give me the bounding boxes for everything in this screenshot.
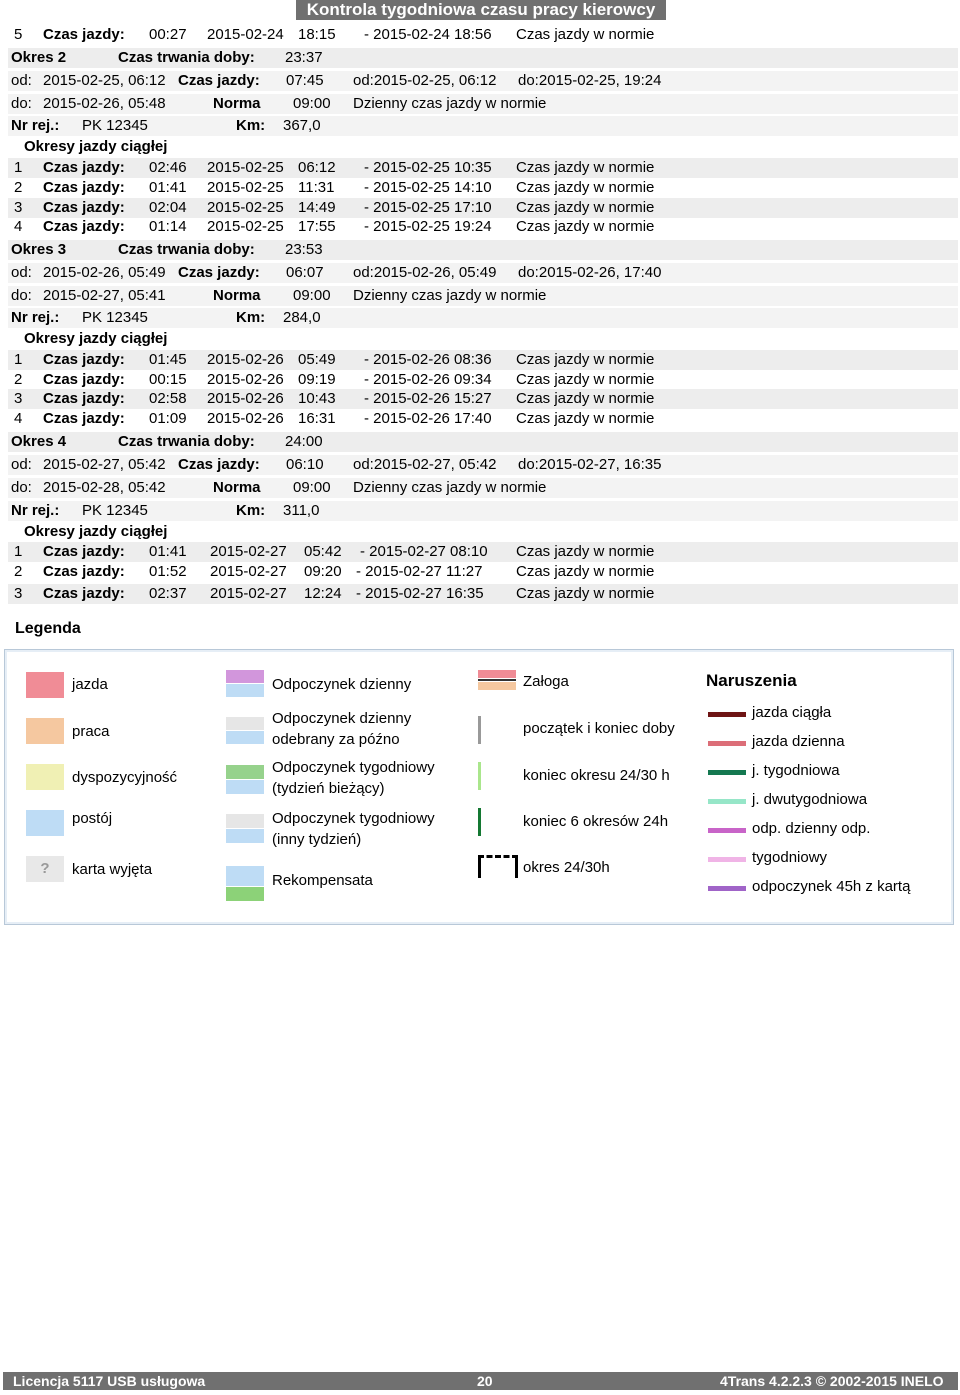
cell-text: 09:20 xyxy=(304,563,342,580)
period-label xyxy=(11,432,66,452)
cell-text: PK 12345 xyxy=(82,309,148,326)
legend-nar-dwutyg: j. dwutygodniowa xyxy=(752,791,868,808)
cell-text: - 2015-02-26 09:34 xyxy=(364,371,492,388)
odp-tyg-inny-swatch-top xyxy=(226,814,264,828)
period-reg-row xyxy=(8,308,958,328)
to-value: 2015-02-26, 05:48 xyxy=(43,95,166,112)
cell-text: od: xyxy=(11,264,32,281)
drive-status: Czas jazdy w normie xyxy=(516,26,655,43)
cell-text: od:2015-02-26, 05:49 xyxy=(353,264,497,281)
cell-text: 2015-02-27, 05:42 xyxy=(43,456,166,473)
odp-dzienny-swatch-bottom xyxy=(226,684,264,697)
cell-text: 06:07 xyxy=(286,264,324,281)
cell-text: 11:31 xyxy=(298,179,335,196)
nar-45h-line xyxy=(708,886,746,891)
rekompensata-swatch-bottom xyxy=(226,887,264,901)
cell-text: Okres xyxy=(11,49,54,66)
cell-text: Czas jazdy w normie xyxy=(516,199,655,216)
nar-dzienna-line xyxy=(708,741,746,746)
cell-text: 02:04 xyxy=(149,199,187,216)
cell-text: 1 xyxy=(14,351,23,368)
cell-text: 02:37 xyxy=(149,585,187,602)
cell-text: - 2015-02-25 19:24 xyxy=(364,218,492,235)
cell-text: 2015-02-26 xyxy=(207,390,284,407)
legend-nar-tyg: j. tygodniowa xyxy=(752,762,840,779)
legend-koniec-6-okresow: koniec 6 okresów 24h xyxy=(523,813,669,830)
cell-text: Nr rej.: xyxy=(11,502,60,519)
cell-text: 02:46 xyxy=(149,159,187,176)
cell-text: Czas jazdy w normie xyxy=(516,563,655,580)
cell-text: Czas jazdy: xyxy=(43,179,125,196)
drive-start-date: 2015-02-24 xyxy=(207,26,284,43)
drive-row xyxy=(8,217,958,237)
cell-text: 01:09 xyxy=(149,410,187,427)
cell-text: 06:12 xyxy=(298,159,336,176)
cell-text: 3 xyxy=(14,199,23,216)
cell-text: 2015-02-26 xyxy=(207,410,284,427)
cell-text: PK 12345 xyxy=(82,502,148,519)
cell-text: Dzienny czas jazdy w normie xyxy=(353,287,547,304)
to-label: do: xyxy=(11,95,32,112)
period-header xyxy=(8,48,958,68)
praca-swatch xyxy=(26,718,64,744)
cell-text: Okresy jazdy ciągłej xyxy=(24,138,168,155)
cell-text: 4 xyxy=(14,218,23,235)
cell-text: Czas jazdy: xyxy=(43,199,125,216)
continuous-heading xyxy=(8,522,958,542)
cell-text: 14:49 xyxy=(298,199,336,216)
legend-karta-wyjeta: karta wyjęta xyxy=(72,861,153,878)
legend-nar-ciagla: jazda ciągła xyxy=(752,704,832,721)
cell-text: 2 xyxy=(14,563,23,580)
period-header xyxy=(8,432,958,452)
legend-jazda: jazda xyxy=(72,676,108,693)
cell-text: 2015-02-25 xyxy=(207,218,284,235)
day-duration-value: 23:53 xyxy=(285,241,323,258)
from-label: od: xyxy=(11,72,32,89)
drive-row xyxy=(8,409,958,429)
legend-odp-tyg-inny-2: (inny tydzień) xyxy=(272,831,362,848)
postoj-swatch xyxy=(26,810,64,836)
cell-text: - 2015-02-25 14:10 xyxy=(364,179,492,196)
legend-nar-45h: odpoczynek 45h z kartą xyxy=(752,878,911,895)
page-title: Kontrola tygodniowa czasu pracy kierowcy xyxy=(296,0,666,20)
legend-rekompensata: Rekompensata xyxy=(272,872,373,889)
drive-row xyxy=(8,584,958,604)
nar-tyg-line xyxy=(708,770,746,775)
cell-text: Czas jazdy: xyxy=(43,351,125,368)
cell-text: 10:43 xyxy=(298,390,336,407)
cell-text: Czas jazdy: xyxy=(43,563,125,580)
okres-2430-icon xyxy=(478,855,518,878)
period-to-row xyxy=(8,286,958,306)
nar-ciagla-line xyxy=(708,712,746,717)
cell-text: 2015-02-28, 05:42 xyxy=(43,479,166,496)
cell-text: Czas jazdy: xyxy=(43,371,125,388)
drive-row xyxy=(8,158,958,178)
drive-row xyxy=(8,562,958,582)
cell-text: 2015-02-26, 05:49 xyxy=(43,264,166,281)
cell-text: 3 xyxy=(57,241,67,258)
cell-text: Norma xyxy=(213,479,261,496)
period-reg-row xyxy=(8,501,958,521)
period-from-row xyxy=(8,455,958,475)
cell-text: 01:41 xyxy=(149,543,187,560)
cell-text: 17:55 xyxy=(298,218,336,235)
odp-tyg-biezacy-swatch-top xyxy=(226,765,264,779)
cell-text: Czas jazdy: xyxy=(43,218,125,235)
cell-text: 2015-02-26 xyxy=(207,371,284,388)
cell-text: Norma xyxy=(213,287,261,304)
cell-text: 2 xyxy=(57,49,67,66)
legend-odp-tyg-biezacy-1: Odpoczynek tygodniowy xyxy=(272,759,435,776)
drive-row xyxy=(8,198,958,218)
cell-text: 2015-02-25 xyxy=(207,199,284,216)
period-to-row xyxy=(8,94,958,114)
period-from-row xyxy=(8,71,958,91)
cell-text: 311,0 xyxy=(283,502,320,519)
norm-label: Norma xyxy=(213,95,261,112)
km-value: 367,0 xyxy=(283,117,321,134)
cell-text: Czas jazdy w normie xyxy=(516,585,655,602)
drive-row xyxy=(8,542,958,562)
cell-text: - 2015-02-26 15:27 xyxy=(364,390,492,407)
cell-text: 12:24 xyxy=(304,585,342,602)
period-reg-row xyxy=(8,116,958,136)
cell-text: Czas jazdy w normie xyxy=(516,218,655,235)
legend-odp-tyg-biezacy-2: (tydzień bieżący) xyxy=(272,780,385,797)
cell-text: Czas jazdy w normie xyxy=(516,179,655,196)
cell-text: 1 xyxy=(14,159,23,176)
cell-text: 3 xyxy=(14,585,23,602)
nar-dwutyg-line xyxy=(708,799,746,804)
page-number: 20 xyxy=(477,1373,493,1389)
nar-tygodniowy-line xyxy=(708,857,746,862)
cell-text: Km: xyxy=(236,502,266,519)
continuous-heading xyxy=(8,329,958,349)
cell-text: Czas jazdy w normie xyxy=(516,371,655,388)
period-header xyxy=(8,240,958,260)
cell-text: Czas jazdy: xyxy=(178,264,260,281)
cell-text: 2015-02-27 xyxy=(210,543,287,560)
cell-text: do:2015-02-27, 16:35 xyxy=(518,456,662,473)
period-to-row xyxy=(8,478,958,498)
cell-text: 16:31 xyxy=(298,410,336,427)
continuous-heading xyxy=(8,137,958,157)
dyspozycyjnosc-swatch xyxy=(26,764,64,790)
cell-text: Czas jazdy: xyxy=(43,159,125,176)
day-duration-label: Czas trwania doby: xyxy=(118,241,255,258)
legend-nar-tygodniowy: tygodniowy xyxy=(752,849,828,866)
cell-text: Okres xyxy=(11,433,54,450)
cell-text: 2015-02-27, 05:41 xyxy=(43,287,166,304)
cell-text: Czas jazdy w normie xyxy=(516,390,655,407)
cell-text: 02:58 xyxy=(149,390,187,407)
drive-from: od:2015-02-25, 06:12 xyxy=(353,72,497,89)
day-duration-value: 23:37 xyxy=(285,49,323,66)
drive-start-time: 18:15 xyxy=(298,26,336,43)
legend-box xyxy=(4,649,954,925)
legend-nar-odp: odp. dzienny odp. xyxy=(752,820,871,837)
okres-end-icon xyxy=(478,762,481,790)
zaloga-icon-top xyxy=(478,670,516,678)
cell-text: 284,0 xyxy=(283,309,321,326)
period-label xyxy=(11,240,66,260)
day-duration-label: Czas trwania doby: xyxy=(118,49,255,66)
cell-text: 06:10 xyxy=(286,456,324,473)
cell-text: 09:00 xyxy=(293,287,331,304)
cell-text: Czas trwania doby: xyxy=(118,433,255,450)
drive-row xyxy=(8,178,958,198)
cell-text: Km: xyxy=(236,309,266,326)
norm-value: 09:00 xyxy=(293,95,331,112)
cell-text: 01:14 xyxy=(149,218,187,235)
cell-text: Okresy jazdy ciągłej xyxy=(24,523,168,540)
daily-status: Dzienny czas jazdy w normie xyxy=(353,95,547,112)
cell-text: 2015-02-27 xyxy=(210,585,287,602)
km-label: Km: xyxy=(236,117,266,134)
cell-text: Czas jazdy: xyxy=(43,543,125,560)
drive-end: - 2015-02-24 18:56 xyxy=(364,26,492,43)
cell-text: Czas jazdy: xyxy=(43,410,125,427)
footer-version: 4Trans 4.2.2.3 © 2002-2015 INELO xyxy=(720,1373,944,1389)
six-periods-end-icon xyxy=(478,808,481,836)
cell-text: - 2015-02-27 11:27 xyxy=(356,563,483,580)
cell-text: Nr rej.: xyxy=(11,309,60,326)
cell-text: 05:42 xyxy=(304,543,342,560)
legend-odp-dzienny: Odpoczynek dzienny xyxy=(272,676,412,693)
cell-text: 01:41 xyxy=(149,179,187,196)
cell-text: Czas jazdy: xyxy=(178,456,260,473)
drive-row xyxy=(8,350,958,370)
jazda-swatch xyxy=(26,672,64,698)
from-value: 2015-02-25, 06:12 xyxy=(43,72,166,89)
cell-text: - 2015-02-25 17:10 xyxy=(364,199,492,216)
odp-tyg-biezacy-swatch-bottom xyxy=(226,780,264,794)
period-from-row xyxy=(8,263,958,283)
drive-row xyxy=(8,389,958,409)
drive-time-value: 07:45 xyxy=(286,72,324,89)
cell-text: do: xyxy=(11,479,32,496)
cell-text: 09:00 xyxy=(293,479,331,496)
drive-row xyxy=(8,25,958,45)
legend-nar-dzienna: jazda dzienna xyxy=(752,733,845,750)
cell-text: do: xyxy=(11,287,32,304)
footer xyxy=(3,1372,958,1390)
cell-text: Czas jazdy w normie xyxy=(516,351,655,368)
cell-text: 3 xyxy=(14,390,23,407)
cell-text: 2015-02-27 xyxy=(210,563,287,580)
cell-text: 2 xyxy=(14,179,23,196)
legend-odp-pozno-2: odebrany za późno xyxy=(272,731,400,748)
legend-okres-2430: okres 24/30h xyxy=(523,859,610,876)
cell-text: 4 xyxy=(57,433,67,450)
cell-text: od:2015-02-27, 05:42 xyxy=(353,456,497,473)
naruszenia-title: Naruszenia xyxy=(706,671,797,690)
cell-text: 2 xyxy=(14,371,23,388)
legend-title: Legenda xyxy=(15,620,81,637)
odp-tyg-inny-swatch-bottom xyxy=(226,829,264,843)
cell-text: - 2015-02-26 08:36 xyxy=(364,351,492,368)
cell-text: 4 xyxy=(14,410,23,427)
legend-odp-tyg-inny-1: Odpoczynek tygodniowy xyxy=(272,810,435,827)
karta-wyjeta-icon: ? xyxy=(26,856,64,882)
cell-text: Dzienny czas jazdy w normie xyxy=(353,479,547,496)
cell-text: - 2015-02-27 16:35 xyxy=(356,585,484,602)
drive-number: 5 xyxy=(14,26,23,43)
footer-license: Licencja 5117 USB usługowa xyxy=(13,1373,206,1389)
odp-pozno-swatch-bottom xyxy=(226,731,264,744)
cell-text: 2015-02-25 xyxy=(207,179,284,196)
cell-text: Czas jazdy w normie xyxy=(516,410,655,427)
legend-odp-pozno-1: Odpoczynek dzienny xyxy=(272,710,412,727)
odp-pozno-swatch-top xyxy=(226,717,264,730)
cell-text: 09:19 xyxy=(298,371,336,388)
cell-text: do:2015-02-26, 17:40 xyxy=(518,264,662,281)
cell-text: 1 xyxy=(14,543,23,560)
cell-text: od: xyxy=(11,456,32,473)
cell-text: - 2015-02-26 17:40 xyxy=(364,410,492,427)
legend-postoj: postój xyxy=(72,810,113,827)
reg-value: PK 12345 xyxy=(82,117,148,134)
cell-text: 2015-02-25 xyxy=(207,159,284,176)
cell-text: 00:15 xyxy=(149,371,187,388)
cell-text: 05:49 xyxy=(298,351,336,368)
legend-dyspozycyjnosc: dyspozycyjność xyxy=(72,769,178,786)
cell-text: Czas jazdy w normie xyxy=(516,543,655,560)
cell-text: 2015-02-26 xyxy=(207,351,284,368)
odp-dzienny-swatch-top xyxy=(226,670,264,683)
drive-time-label: Czas jazdy: xyxy=(178,72,260,89)
drive-time: 00:27 xyxy=(149,26,187,43)
drive-label: Czas jazdy: xyxy=(43,26,125,43)
drive-to: do:2015-02-25, 19:24 xyxy=(518,72,662,89)
cell-text: - 2015-02-27 08:10 xyxy=(360,543,488,560)
cell-text: - 2015-02-25 10:35 xyxy=(364,159,492,176)
period-label xyxy=(11,48,66,68)
cell-text: Czas jazdy: xyxy=(43,585,125,602)
cell-text: 01:52 xyxy=(149,563,187,580)
cell-text: Okres xyxy=(11,241,54,258)
zaloga-icon-bottom xyxy=(478,682,516,690)
rekompensata-swatch-top xyxy=(226,866,264,886)
doba-boundary-icon xyxy=(478,716,481,744)
reg-label: Nr rej.: xyxy=(11,117,60,134)
legend-zaloga: Załoga xyxy=(523,673,569,690)
cell-text: Czas jazdy: xyxy=(43,390,125,407)
drive-row xyxy=(8,370,958,390)
cell-text: Okresy jazdy ciągłej xyxy=(24,330,168,347)
legend-praca: praca xyxy=(72,723,110,740)
legend-koniec-okresu: koniec okresu 24/30 h xyxy=(523,767,670,784)
legend-poczatek-koniec-doby: początek i koniec doby xyxy=(523,720,675,737)
cell-text: Czas jazdy w normie xyxy=(516,159,655,176)
nar-odp-line xyxy=(708,828,746,833)
cell-text: 01:45 xyxy=(149,351,187,368)
cell-text: 24:00 xyxy=(285,433,323,450)
